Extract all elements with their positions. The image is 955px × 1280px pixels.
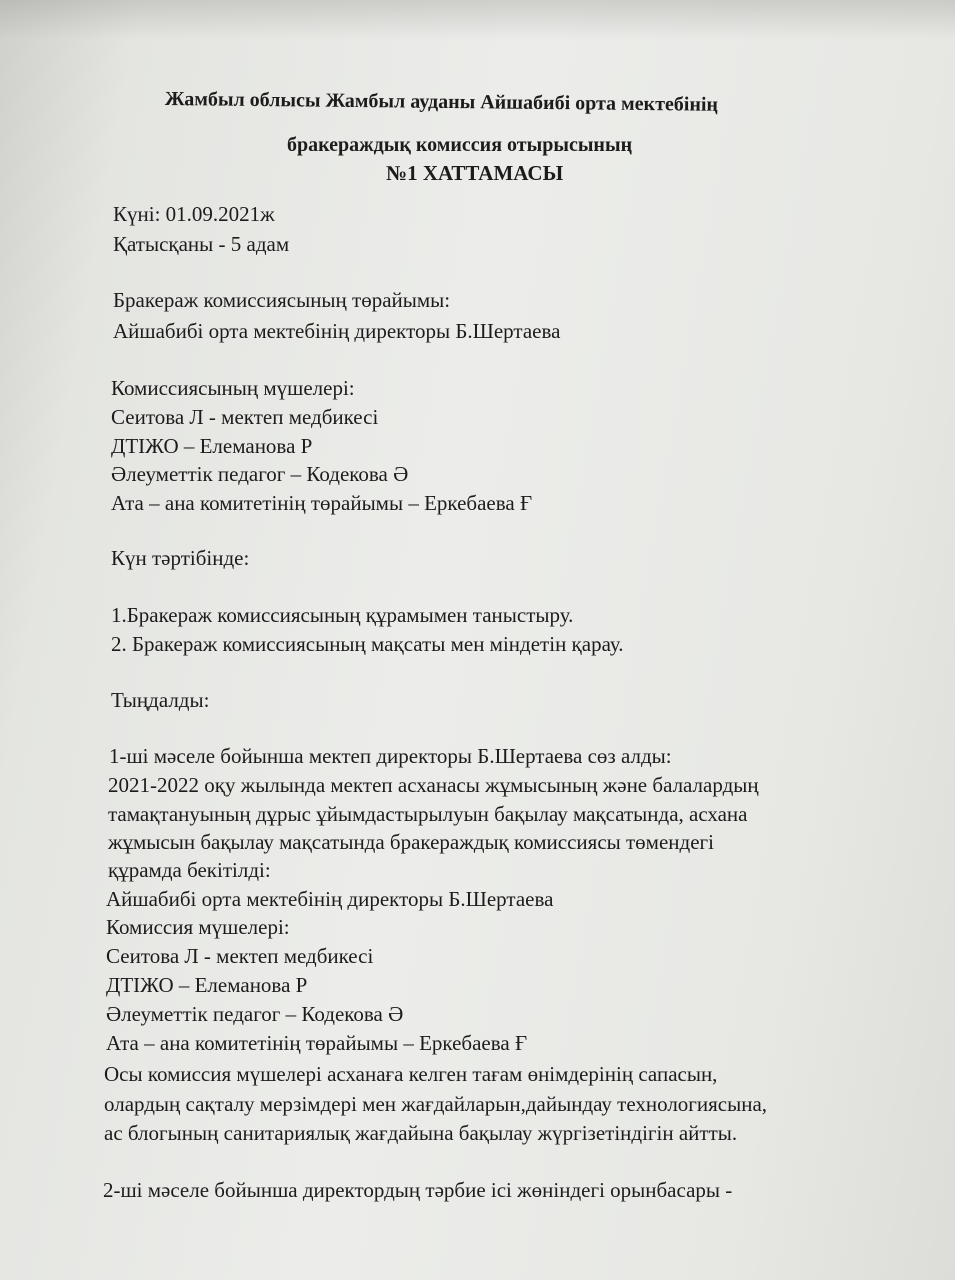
- header-line-1: Жамбыл облысы Жамбыл ауданы Айшабибі орта мектебінің: [164, 88, 719, 116]
- member-item: ДТІЖО – Елеманова Р: [111, 434, 313, 458]
- body-line: ДТІЖО – Елеманова Р: [106, 973, 308, 997]
- agenda-label: Күн тәртібінде:: [111, 546, 250, 570]
- body-line: тамақтануының дұрыс ұйымдастырылуын бақылау мақсатында, асхана: [108, 802, 748, 826]
- body-line: ас блогының санитариялық жағдайына бақылау жүргізетіндігін айтты.: [104, 1121, 738, 1145]
- body-line: 1-ші мәселе бойынша мектеп директоры Б.Шертаева сөз алды:: [109, 744, 672, 768]
- header-line-3: №1 ХАТТАМАСЫ: [386, 161, 564, 185]
- body-line: Әлеуметтік педагог – Кодекова Ә: [106, 1002, 404, 1026]
- body-last-line: 2-ші мәселе бойынша директордың тәрбие ісі жөніндегі орынбасары -: [103, 1178, 733, 1202]
- members-label: Комиссиясының мүшелері:: [111, 376, 355, 400]
- agenda-item: 2. Бракераж комиссиясының мақсаты мен міндетін қарау.: [111, 632, 624, 656]
- body-line: жұмысын бақылау мақсатында бракераждық комиссиясы төмендегі: [108, 830, 714, 854]
- agenda-item: 1.Бракераж комиссиясының құрамымен таныстыру.: [111, 603, 574, 627]
- body-line: Осы комиссия мүшелері асханаға келген тағам өнімдерінің сапасын,: [104, 1062, 718, 1086]
- chair-name: Айшабибі орта мектебінің директоры Б.Шертаева: [113, 319, 561, 343]
- body-line: олардың сақталу мерзімдері мен жағдайларын,дайындау технологиясына,: [104, 1092, 768, 1116]
- header-line-2: бракераждық комиссия отырысының: [287, 134, 633, 156]
- member-item: Сеитова Л - мектеп медбикесі: [111, 405, 379, 429]
- body-line: 2021-2022 оқу жылында мектеп асханасы жұмысының және балалардың: [108, 773, 759, 797]
- heard-label: Тыңдалды:: [111, 688, 210, 712]
- meeting-date: Күні: 01.09.2021ж: [113, 202, 275, 226]
- body-line: Айшабибі орта мектебінің директоры Б.Шертаева: [106, 887, 554, 911]
- attendance-count: Қатысқаны - 5 адам: [113, 232, 290, 256]
- chair-label: Бракераж комиссиясының төрайымы:: [113, 288, 451, 312]
- body-line: Сеитова Л - мектеп медбикесі: [106, 944, 374, 968]
- member-item: Әлеуметтік педагог – Кодекова Ә: [111, 462, 409, 486]
- body-line: құрамда бекітілді:: [108, 858, 271, 882]
- body-line: Ата – ана комитетінің төрайымы – Еркебаева Ғ: [106, 1031, 528, 1055]
- member-item: Ата – ана комитетінің төрайымы – Еркебаева Ғ: [111, 491, 533, 515]
- body-line: Комиссия мүшелері:: [106, 915, 290, 939]
- page-shadow: [0, 0, 955, 40]
